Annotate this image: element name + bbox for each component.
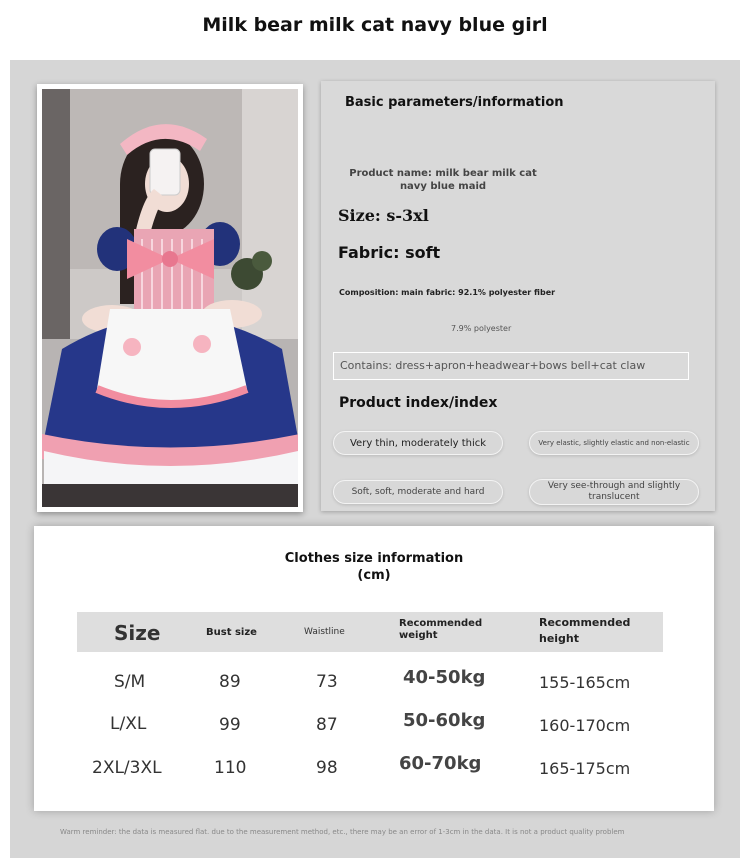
page-title: Milk bear milk cat navy blue girl xyxy=(202,14,548,36)
basic-info-card xyxy=(321,81,715,511)
size-range: Size: s-3xl xyxy=(338,206,429,225)
col-header-waist: Waistline xyxy=(304,627,345,637)
table-cell-size: L/XL xyxy=(110,714,147,734)
table-cell-height: 155-165cm xyxy=(539,673,631,692)
table-cell-height: 160-170cm xyxy=(539,716,631,735)
table-cell-size: 2XL/3XL xyxy=(92,758,162,778)
table-cell-bust: 110 xyxy=(214,758,247,778)
size-table-title-line2: (cm) xyxy=(357,568,391,583)
composition-secondary: 7.9% polyester xyxy=(451,324,512,333)
basic-info-heading: Basic parameters/information xyxy=(345,95,564,110)
table-cell-weight: 50-60kg xyxy=(403,710,486,731)
col-header-weight: Recommended weight xyxy=(399,618,483,641)
table-cell-height: 165-175cm xyxy=(539,759,631,778)
product-photo xyxy=(42,89,298,507)
table-cell-weight: 40-50kg xyxy=(403,667,486,688)
size-table-title-line1: Clothes size information xyxy=(284,551,464,566)
table-cell-waist: 98 xyxy=(316,758,338,778)
index-pill-transparency: Very see-through and slightly translucent xyxy=(529,479,699,505)
composition: Composition: main fabric: 92.1% polyester fiber xyxy=(339,288,556,297)
product-name: Product name: milk bear milk cat navy blue maid xyxy=(349,168,537,192)
table-cell-size: S/M xyxy=(114,672,146,692)
index-pill-softness: Soft, soft, moderate and hard xyxy=(333,480,503,504)
contains-text: Contains: dress+apron+headwear+bows bell+cat claw xyxy=(340,359,646,372)
footnote: Warm reminder: the data is measured flat. due to the measurement method, etc., there may be an error of 1-3cm in the data. It is not a product quality problem xyxy=(60,828,625,836)
product-photo-frame xyxy=(37,84,303,512)
index-heading: Product index/index xyxy=(339,395,498,411)
table-cell-bust: 89 xyxy=(219,672,241,692)
table-cell-bust: 99 xyxy=(219,715,241,735)
col-header-height: Recommended height xyxy=(539,616,631,645)
col-header-size: Size xyxy=(114,621,161,645)
table-cell-waist: 87 xyxy=(316,715,338,735)
table-cell-weight: 60-70kg xyxy=(399,753,482,774)
table-cell-waist: 73 xyxy=(316,672,338,692)
fabric: Fabric: soft xyxy=(338,243,441,262)
size-table-card xyxy=(34,526,714,811)
size-table-title xyxy=(34,550,714,584)
index-pill-elasticity: Very elastic, slightly elastic and non-elastic xyxy=(529,431,699,455)
index-pill-thickness: Very thin, moderately thick xyxy=(333,431,503,455)
col-header-bust: Bust size xyxy=(206,627,257,638)
